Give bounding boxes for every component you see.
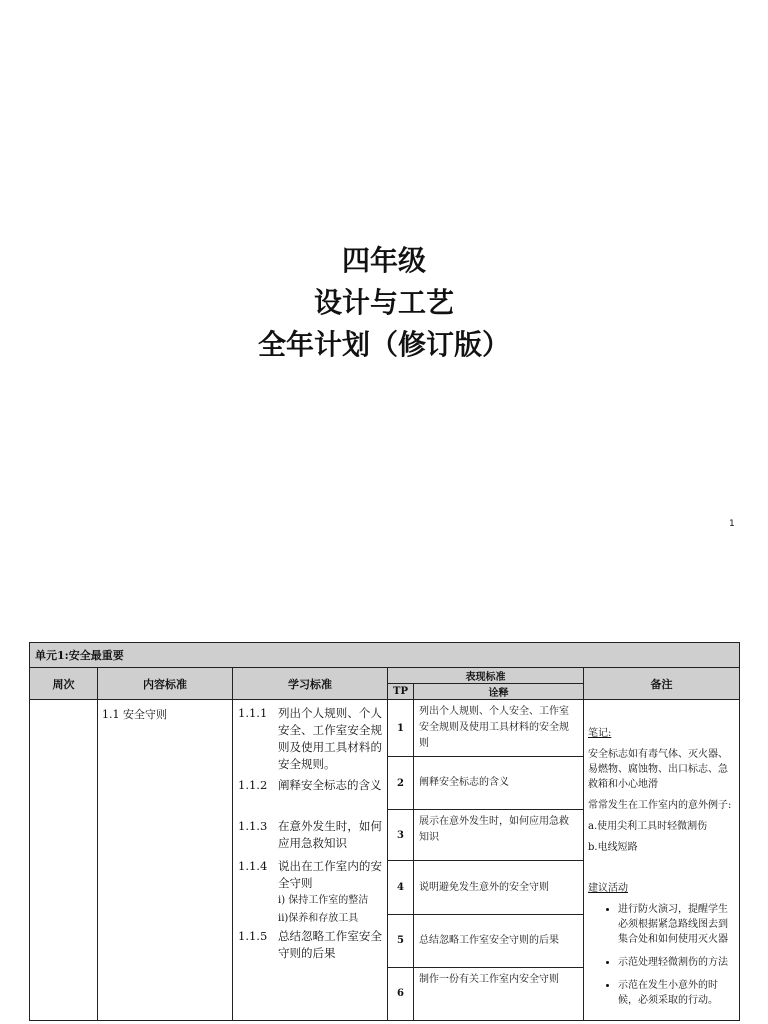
notes-heading: 笔记: (588, 728, 612, 739)
tp-level: 3 (388, 810, 414, 861)
activities-heading: 建议活动 (588, 883, 628, 894)
learning-standard-number: 1.1.3 (238, 819, 268, 833)
header-performance-standard: 表现标准 (388, 668, 584, 684)
document-title (0, 240, 768, 366)
tp-level: 1 (388, 700, 414, 757)
learning-standards-cell (233, 700, 388, 1021)
learning-standard-text: 说出在工作室内的安全守则 (278, 859, 382, 890)
list-item: • 进行防火演习，提醒学生必须根据紧急路线图去到集合处和如何使用灭火器 (618, 902, 735, 947)
interpretation-text: 列出个人规则、个人安全、工作室安全规则及使用工具材料的安全规则 (414, 700, 584, 757)
note-example-b: b.电线短路 (588, 842, 638, 853)
remarks-cell (584, 700, 740, 1021)
activities-list (588, 902, 735, 1008)
note-example-a: a.使用尖利工具时轻微割伤 (588, 821, 708, 832)
tp-level: 5 (388, 914, 414, 967)
tp-level: 6 (388, 967, 414, 1020)
list-item: • 示范在发生小意外的时候，必须采取的行动。 (618, 978, 735, 1008)
title-line-grade: 四年级 (341, 244, 426, 277)
title-line-subject: 设计与工艺 (313, 286, 454, 319)
table-row (30, 700, 740, 757)
learning-standard-item (238, 705, 382, 773)
interpretation-text: 阐释安全标志的含义 (414, 757, 584, 810)
content-standard-cell: 1.1 安全守则 (98, 700, 233, 1021)
learning-standard-text: 阐释安全标志的含义 (278, 778, 382, 792)
learning-standard-number: 1.1.5 (238, 929, 268, 943)
header-learning-standard: 学习标准 (233, 668, 388, 700)
interpretation-text: 说明避免发生意外的安全守则 (414, 861, 584, 914)
header-interpretation: 诠释 (414, 684, 584, 700)
learning-standard-item (238, 858, 382, 892)
header-tp: TP (388, 684, 414, 700)
week-cell (30, 700, 98, 1021)
note-accident-examples: 常常发生在工作室内的意外例子: (588, 800, 732, 811)
learning-sub-item: i) 保持工作室的整洁 (278, 895, 369, 906)
tp-level: 2 (388, 757, 414, 810)
interpretation-text: 制作一份有关工作室内安全守则 (414, 967, 584, 1020)
unit-title: 单元1:安全最重要 (30, 643, 740, 668)
learning-sub-item: ii)保养和存放工具 (278, 913, 359, 924)
learning-standard-number: 1.1.1 (238, 706, 268, 720)
learning-standard-number: 1.1.4 (238, 859, 268, 873)
list-item: • 示范处理轻微割伤的方法 (618, 955, 735, 970)
header-row (30, 668, 740, 684)
note-safety-signs: 安全标志如有毒气体、灭火器、易燃物、腐蚀物、出口标志、急救箱和小心地滑 (588, 749, 728, 790)
interpretation-text: 总结忽略工作室安全守则的后果 (414, 914, 584, 967)
learning-standard-text: 列出个人规则、个人安全、工作室安全规则及使用工具材料的安全规则。 (278, 706, 382, 771)
learning-standard-item (238, 777, 382, 794)
interpretation-text: 展示在意外发生时，如何应用急救知识 (414, 810, 584, 861)
learning-standard-number: 1.1.2 (238, 778, 268, 792)
title-line-plan: 全年计划（修订版） (257, 328, 510, 361)
header-content-standard: 内容标准 (98, 668, 233, 700)
tp-level: 4 (388, 861, 414, 914)
learning-standard-text: 在意外发生时，如何应用急救知识 (278, 819, 382, 850)
page-number: 1 (729, 519, 735, 529)
learning-standard-item (238, 928, 382, 962)
unit-title-row (30, 643, 740, 668)
annual-plan-table (29, 642, 740, 1021)
header-remarks: 备注 (584, 668, 740, 700)
learning-standard-item (238, 818, 382, 852)
header-week: 周次 (30, 668, 98, 700)
learning-standard-text: 总结忽略工作室安全守则的后果 (278, 929, 382, 960)
